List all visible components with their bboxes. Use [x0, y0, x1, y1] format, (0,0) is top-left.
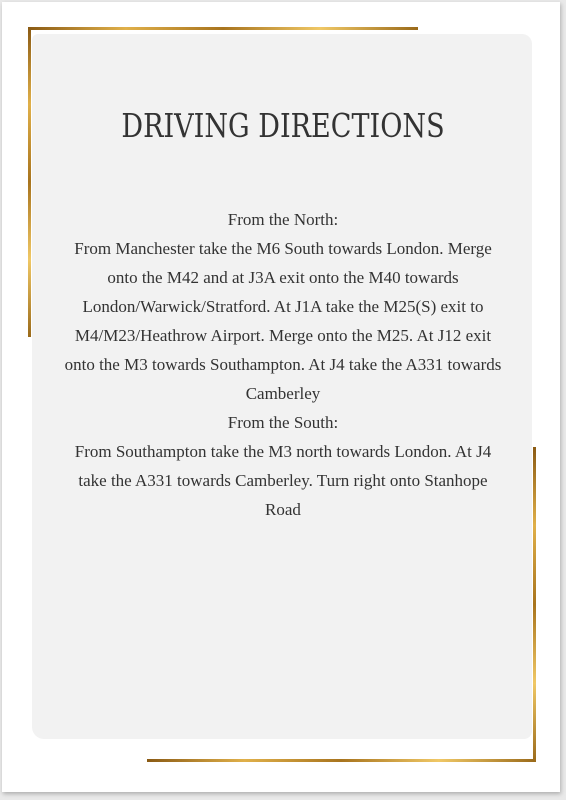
page-title: DRIVING DIRECTIONS — [121, 106, 445, 145]
gold-frame-top — [28, 27, 418, 30]
section-heading-south: From the South: — [227, 413, 339, 432]
gold-frame-left — [28, 27, 31, 337]
directions-body — [60, 205, 506, 524]
section-heading-north: From the North: — [227, 210, 339, 229]
gold-frame-right — [533, 447, 536, 762]
gold-frame-bottom — [147, 759, 536, 762]
section-text-north: From Manchester take the M6 South towards London. Merge onto the M42 and at J3A exit onto the M40 towards London/Warwick/Stratford. At J1A take the M25(S) exit to M4/M23/Heathrow Airport. Merge onto the M25. At J12 exit onto the M3 towards Southampton. At J4 take the A331 towards Camberley — [64, 239, 502, 403]
section-text-south: From Southampton take the M3 north towards London. At J4 take the A331 towards Camberley. Turn right onto Stanhope Road — [74, 442, 492, 519]
